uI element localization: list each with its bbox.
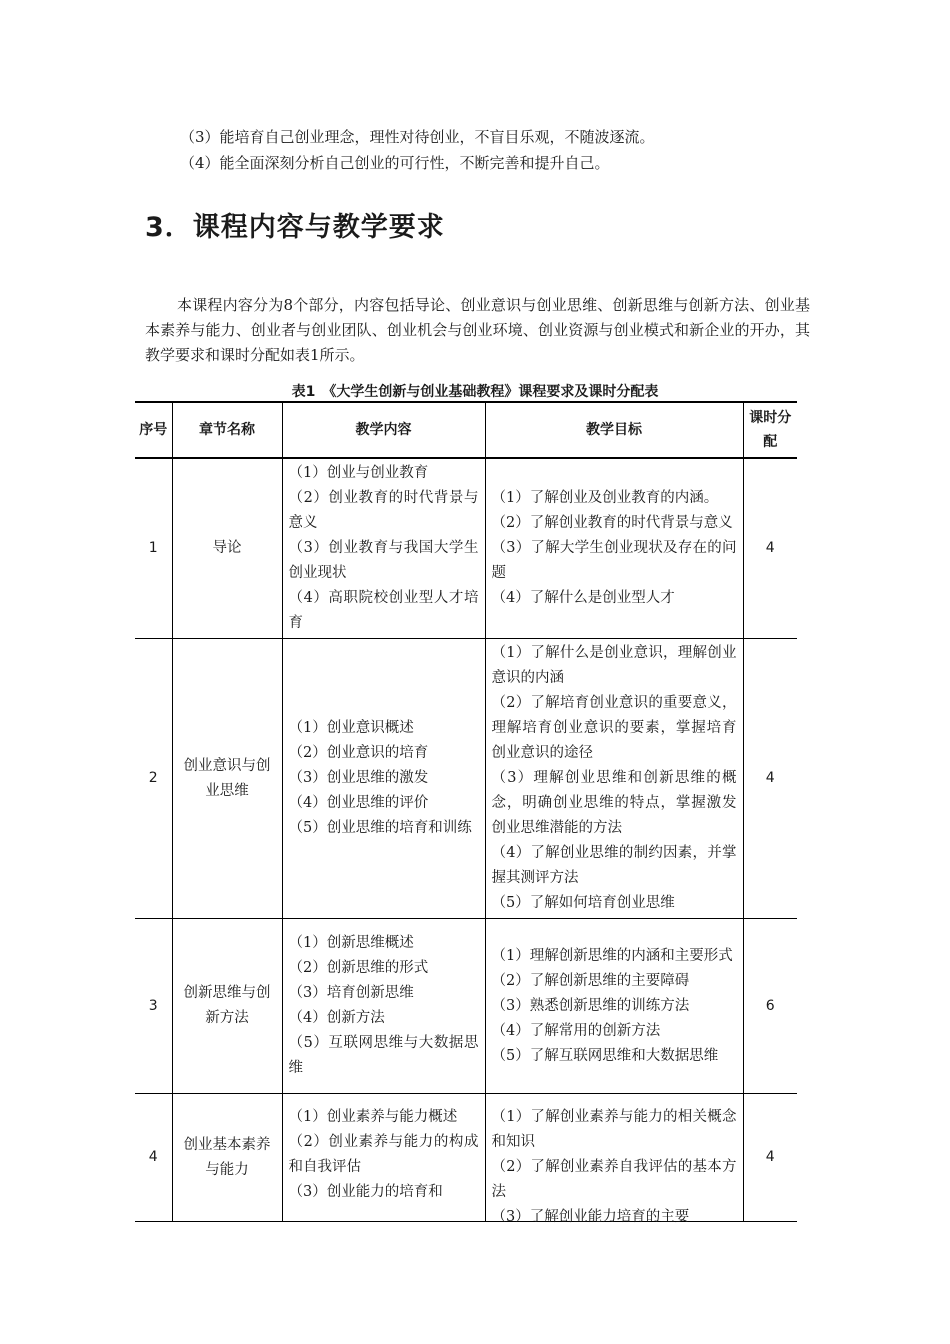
content-item: （3）培育创新思维: [288, 985, 414, 1001]
goal-item: （3）理解创业思维和创新思维的概念，明确创业思维的特点，掌握激发创业思维潜能的方法: [491, 770, 737, 836]
row-hours: 4: [743, 1094, 797, 1222]
row-no: 1: [135, 458, 172, 639]
header-goal: 教学目标: [485, 402, 743, 458]
goal-item: （5）了解互联网思维和大数据思维: [491, 1047, 719, 1064]
goal-item: （1）了解创业及创业教育的内涵。: [491, 490, 719, 506]
row-goals: [485, 919, 743, 1094]
goal-item: （2）了解创业教育的时代背景与意义: [491, 515, 733, 531]
content-item: （4）创业思维的评价: [288, 795, 429, 811]
row-goals: [485, 1094, 743, 1225]
goal-item: （5）了解如何培育创业思维: [491, 895, 675, 911]
table-row: [135, 639, 797, 919]
row-contents: [282, 1094, 485, 1222]
row-chapter: 创业基本素养与能力: [172, 1094, 282, 1222]
intro-line-3: （3）能培育自己创业理念，理性对待创业，不盲目乐观，不随波逐流。: [180, 128, 655, 146]
row-contents: [282, 639, 485, 919]
row-contents: [282, 458, 485, 639]
header-hours: 课时分配: [743, 402, 797, 458]
content-item: （3）创业思维的激发: [288, 770, 429, 786]
goal-item: （4）了解什么是创业型人才: [491, 590, 675, 606]
content-item: （1）创业意识概述: [288, 720, 414, 736]
content-item: （2）创新思维的形式: [288, 960, 429, 976]
goal-item: （3）熟悉创新思维的训练方法: [491, 997, 690, 1014]
row-hours: 6: [743, 919, 797, 1094]
body-paragraph: 本课程内容分为8个部分，内容包括导论、创业意识与创业思维、创新思维与创新方法、创业基本素养与能力、创业者与创业团队、创业机会与创业环境、创业资源与创业模式和新企业的开办，其教学要求和课时分配如表1所示。: [145, 296, 810, 364]
goal-item: （2）了解创业素养自我评估的基本方法: [491, 1159, 737, 1200]
content-item: （1）创业与创业教育: [288, 465, 429, 481]
goal-item: （1）理解创新思维的内涵和主要形式: [491, 947, 733, 964]
row-no: 4: [135, 1094, 172, 1222]
table-caption: 表1 《大学生创新与创业基础教程》课程要求及课时分配表: [291, 384, 659, 400]
row-hours: 4: [743, 458, 797, 639]
row-chapter: 创新思维与创新方法: [172, 919, 282, 1094]
row-contents: [282, 919, 485, 1094]
intro-line-4: （4）能全面深刻分析自己创业的可行性，不断完善和提升自己。: [180, 154, 610, 172]
section-heading: 3．课程内容与教学要求: [145, 212, 445, 243]
goal-item: （4）了解常用的创新方法: [491, 1022, 661, 1039]
row-chapter: 创业意识与创业思维: [172, 639, 282, 919]
goal-item: （2）了解创新思维的主要障碍: [491, 972, 690, 989]
table-row: [135, 1094, 797, 1222]
course-table: [135, 401, 797, 1225]
content-item: （5）互联网思维与大数据思维: [288, 1035, 479, 1076]
goal-item: （2）了解培育创业意识的重要意义，理解培育创业意识的要素，掌握培育创业意识的途径: [491, 695, 737, 761]
content-item: （1）创新思维概述: [288, 935, 414, 951]
row-goals: [485, 639, 743, 919]
content-item: （4）高职院校创业型人才培育: [288, 590, 479, 631]
header-chapter: 章节名称: [172, 402, 282, 458]
row-chapter: 导论: [172, 458, 282, 639]
goal-item: （1）了解创业素养与能力的相关概念和知识: [491, 1109, 737, 1150]
row-hours: 4: [743, 639, 797, 919]
goal-item: （3）了解大学生创业现状及存在的问题: [491, 540, 737, 581]
header-no: 序号: [135, 402, 172, 458]
content-item: （2）创业教育的时代背景与意义: [288, 490, 479, 531]
content-item: （2）创业意识的培育: [288, 745, 429, 761]
content-item: （4）创新方法: [288, 1010, 385, 1026]
row-no: 2: [135, 639, 172, 919]
content-item: （3）创业教育与我国大学生创业现状: [288, 540, 479, 581]
table-header-row: [135, 402, 797, 458]
table-row: [135, 458, 797, 639]
row-goals: [485, 458, 743, 639]
header-content: 教学内容: [282, 402, 485, 458]
content-item: （3）创业能力的培育和: [288, 1184, 443, 1200]
row-no: 3: [135, 919, 172, 1094]
content-item: （1）创业素养与能力概述: [288, 1109, 458, 1125]
goal-item: （4）了解创业思维的制约因素，并掌握其测评方法: [491, 845, 737, 886]
content-item: （2）创业素养与能力的构成和自我评估: [288, 1134, 479, 1175]
goal-item: （1）了解什么是创业意识，理解创业意识的内涵: [491, 645, 737, 686]
content-item: （5）创业思维的培育和训练: [288, 820, 472, 836]
table-row: [135, 919, 797, 1094]
goal-item: （3）了解创业能力培育的主要: [491, 1209, 690, 1225]
